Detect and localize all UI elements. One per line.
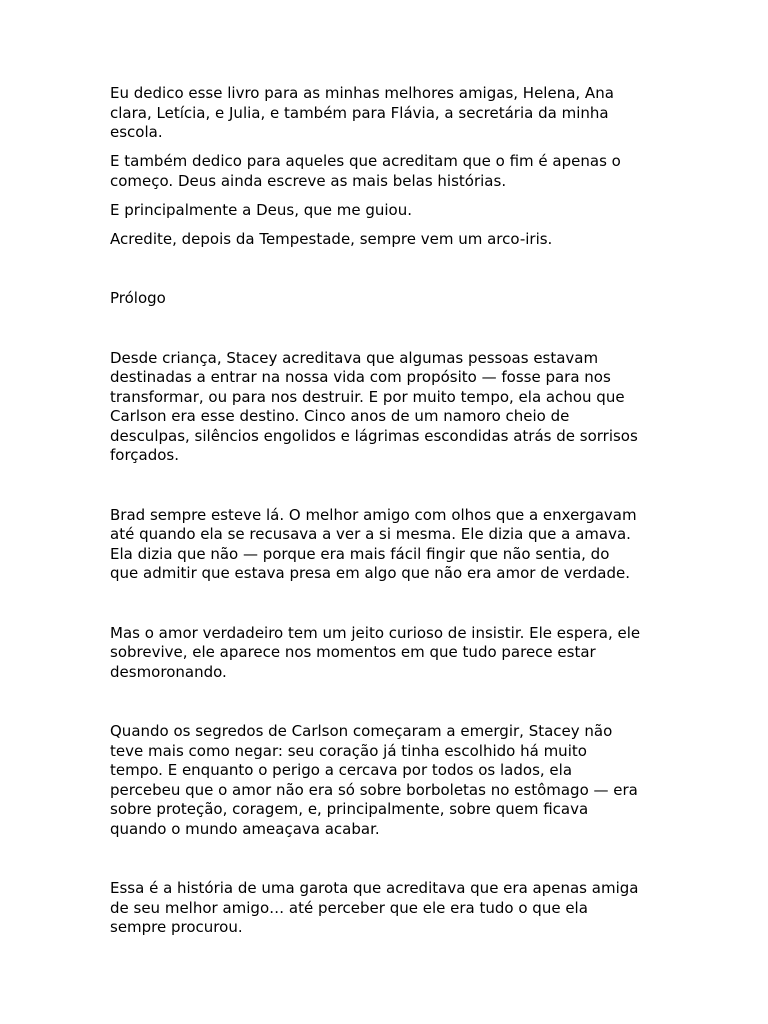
- dedication-paragraph-2: [110, 152, 670, 191]
- text-line: E principalmente a Deus, que me guiou.: [110, 200, 413, 219]
- text-line: começo. Deus ainda escreve as mais belas histórias.: [110, 171, 507, 190]
- text-line: Ela dizia que não — porque era mais fácil fingir que não sentia, do: [110, 544, 610, 563]
- document-page: [110, 84, 670, 938]
- dedication-paragraph-3: [110, 201, 670, 221]
- text-line: transformar, ou para nos destruir. E por muito tempo, ela achou que: [110, 387, 625, 406]
- dedication-paragraph-1: [110, 84, 670, 143]
- text-line: quando o mundo ameaçava acabar.: [110, 819, 380, 838]
- heading-text: Prólogo: [110, 289, 166, 307]
- prologue-paragraph-1: [110, 349, 670, 466]
- text-line: até quando ela se recusava a ver a si mesma. Ele dizia que a amava.: [110, 525, 631, 543]
- text-line: Brad sempre esteve lá. O melhor amigo com olhos que a enxergavam: [110, 505, 637, 524]
- prologue-heading: [110, 289, 670, 309]
- dedication-paragraph-4: [110, 230, 670, 250]
- text-line: E também dedico para aqueles que acreditam que o fim é apenas o: [110, 152, 621, 170]
- text-line: de seu melhor amigo… até perceber que ele era tudo o que ela: [110, 898, 588, 917]
- prologue-paragraph-5: [110, 879, 670, 938]
- text-line: Desde criança, Stacey acreditava que algumas pessoas estavam: [110, 348, 599, 367]
- text-line: Acredite, depois da Tempestade, sempre vem um arco-iris.: [110, 229, 553, 248]
- text-line: teve mais como negar: seu coração já tinha escolhido há muito: [110, 741, 587, 760]
- text-line: desmoronando.: [110, 662, 227, 681]
- prologue-paragraph-2: [110, 506, 670, 584]
- text-line: tempo. E enquanto o perigo a cercava por todos os lados, ela: [110, 761, 573, 779]
- prologue-paragraph-4: [110, 722, 670, 839]
- text-line: Quando os segredos de Carlson começaram a emergir, Stacey não: [110, 722, 613, 740]
- text-line: que admitir que estava presa em algo que não era amor de verdade.: [110, 564, 630, 582]
- text-line: Carlson era esse destino. Cinco anos de um namoro cheio de: [110, 407, 570, 425]
- text-line: forçados.: [110, 446, 180, 464]
- text-line: Mas o amor verdadeiro tem um jeito curioso de insistir. Ele espera, ele: [110, 623, 641, 642]
- text-line: percebeu que o amor não era só sobre borboletas no estômago — era: [110, 780, 638, 799]
- text-line: clara, Letícia, e Julia, e também para Flávia, a secretária da minha: [110, 103, 609, 122]
- text-line: sempre procurou.: [110, 918, 243, 936]
- text-line: destinadas a entrar na nossa vida com propósito — fosse para nos: [110, 368, 611, 386]
- text-line: Essa é a história de uma garota que acreditava que era apenas amiga: [110, 879, 639, 897]
- text-line: escola.: [110, 123, 163, 141]
- text-line: desculpas, silêncios engolidos e lágrimas escondidas atrás de sorrisos: [110, 426, 638, 445]
- text-line: Eu dedico esse livro para as minhas melhores amigas, Helena, Ana: [110, 84, 614, 102]
- prologue-paragraph-3: [110, 624, 670, 683]
- text-line: sobre proteção, coragem, e, principalmente, sobre quem ficava: [110, 800, 589, 818]
- text-line: sobrevive, ele aparece nos momentos em que tudo parece estar: [110, 643, 596, 661]
